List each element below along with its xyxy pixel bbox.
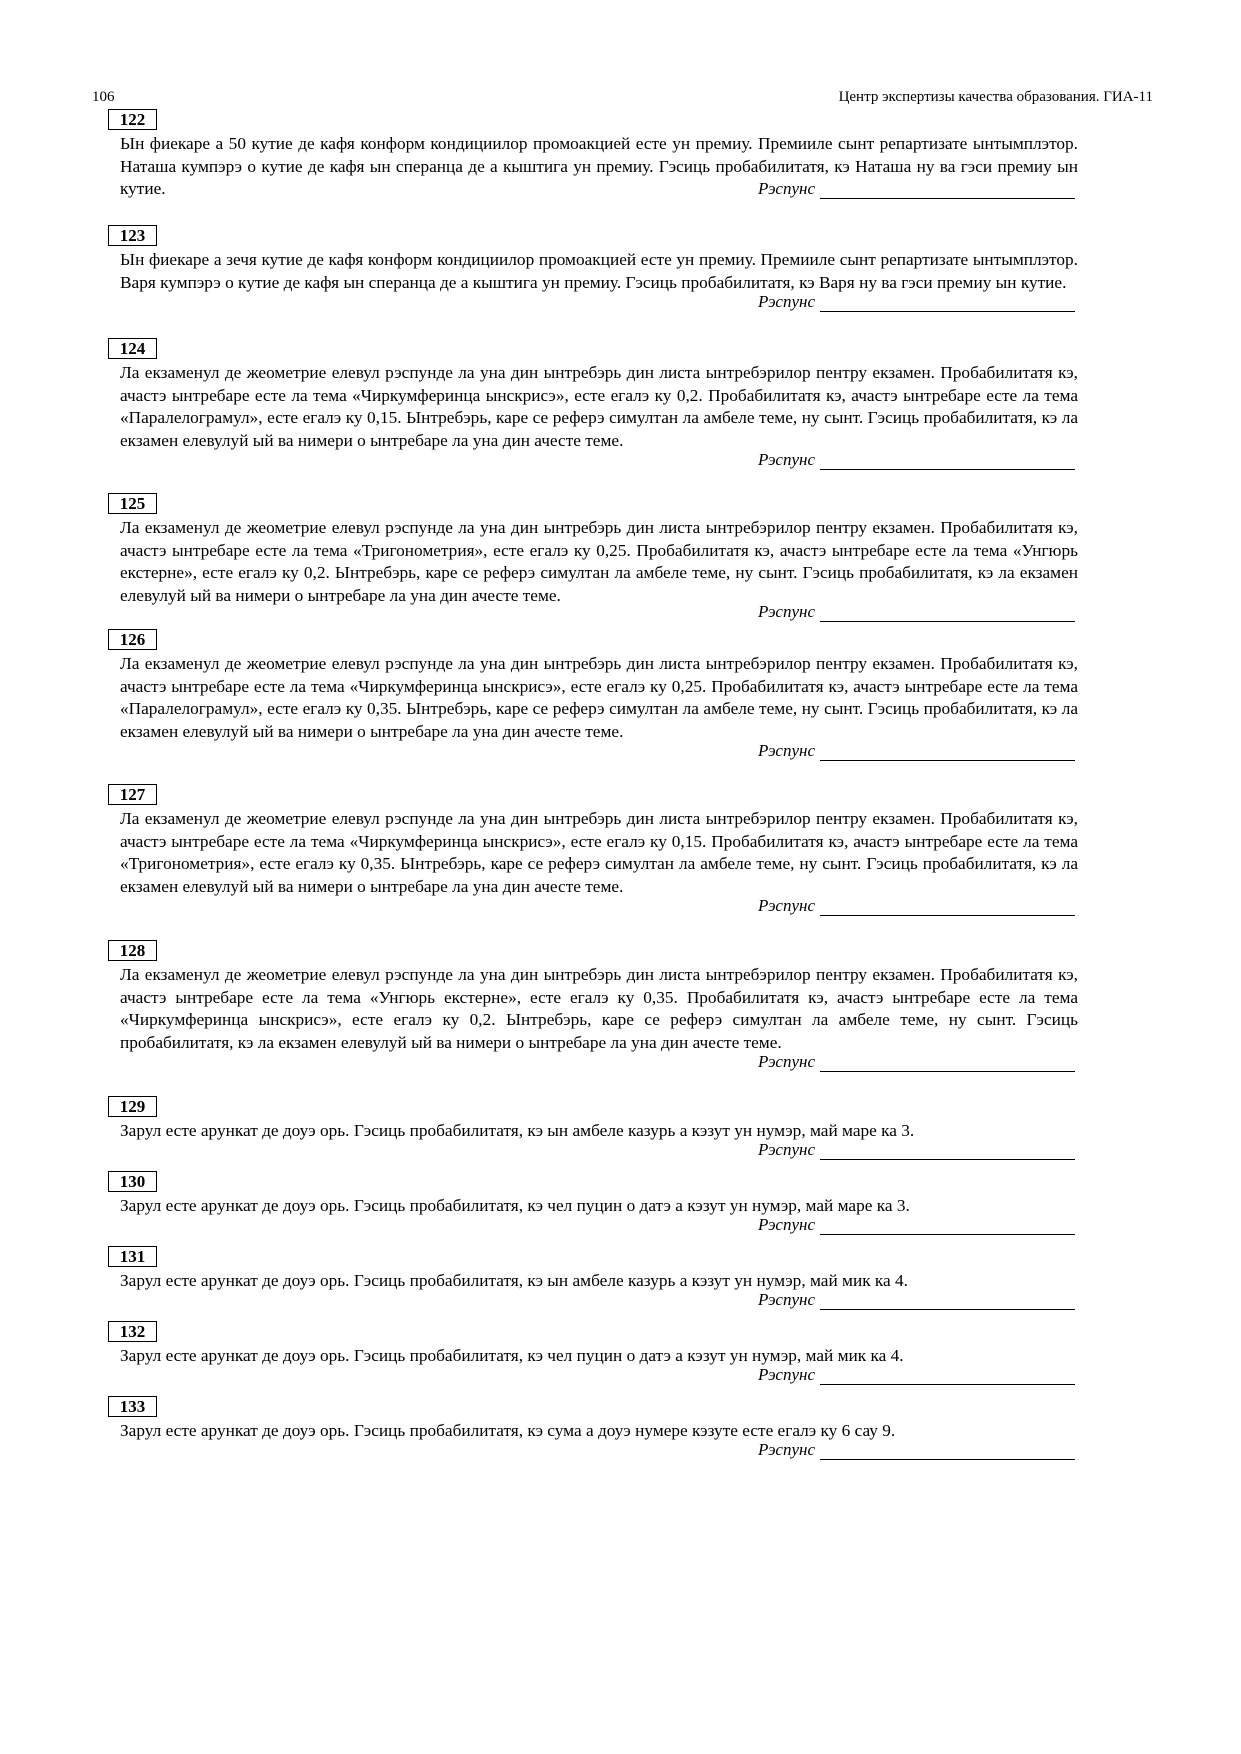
task-text: Ла екзаменул де жеометрие елевул рэспунде ла уна дин ынтребэрь дин листа ынтребэрилор пентру екзамен. Пробабилитатя кэ, ачастэ ынтребаре есте ла тема «Тригонометрия», есте егалэ ку 0,25. Пробабилитатя кэ, ачастэ ынтребаре есте ла тема «Унгюрь екстерне», есте егалэ ку 0,2. Ынтребэрь, каре се реферэ симултан ла амбеле теме, ну сынт. Гэсиць пробабилитатя, кэ ла екзамен елевулуй ый ва нимери о ынтребаре ла уна дин ачесте теме.: [120, 518, 1078, 605]
task-number: 124: [108, 338, 157, 359]
answer-field[interactable]: [120, 1289, 1078, 1312]
task-text: Зарул есте арункат де доуэ орь. Гэсиць пробабилитатя, кэ сума а доуэ нумере кэзуте есте егалэ ку 6 сау 9.: [120, 1421, 896, 1440]
answer-line[interactable]: [820, 1233, 1075, 1235]
task-122: [120, 109, 1078, 225]
answer-line[interactable]: [820, 620, 1075, 622]
answer-label: Рэспунс: [758, 602, 815, 622]
task-131: [120, 1246, 1078, 1321]
task-129: [120, 1096, 1078, 1171]
answer-line[interactable]: [820, 1158, 1075, 1160]
task-text: Ла екзаменул де жеометрие елевул рэспунде ла уна дин ынтребэрь дин листа ынтребэрилор пентру екзамен. Пробабилитатя кэ, ачастэ ынтребаре есте ла тема «Чиркумферинца ынскрисэ», есте егалэ ку 0,15. Пробабилитатя кэ, ачастэ ынтребаре есте ла тема «Тригонометрия», есте егалэ ку 0,35. Ынтребэрь, каре се реферэ симултан ла амбеле теме, ну сынт. Гэсиць пробабилитатя, кэ ла екзамен елевулуй ый ва нимери о ынтребаре ла уна дин ачесте теме.: [120, 809, 1078, 896]
answer-line[interactable]: [820, 1308, 1075, 1310]
answer-line[interactable]: [820, 1383, 1075, 1385]
answer-label: Рэспунс: [758, 450, 815, 470]
task-number: 129: [108, 1096, 157, 1117]
task-number: 131: [108, 1246, 157, 1267]
task-text: Зарул есте арункат де доуэ орь. Гэсиць пробабилитатя, кэ чел пуцин о датэ а кэзут ун нумэр, май мик ка 4.: [120, 1346, 904, 1365]
answer-label: Рэспунс: [758, 1289, 815, 1309]
task-number: 122: [108, 109, 157, 130]
task-text: Ла екзаменул де жеометрие елевул рэспунде ла уна дин ынтребэрь дин листа ынтребэрилор пентру екзамен. Пробабилитатя кэ, ачастэ ынтребаре есте ла тема «Унгюрь екстерне», есте егалэ ку 0,35. Пробабилитатя кэ, ачастэ ынтребаре есте ла тема «Чиркумферинца ынскрисэ», есте егалэ ку 0,2. Ынтребэрь, каре се реферэ симултан ла амбеле теме, ну сынт. Гэсиць пробабилитатя, кэ ла екзамен елевулуй ый ва нимери о ынтребаре ла уна дин ачесте теме.: [120, 965, 1078, 1052]
task-text: Ла екзаменул де жеометрие елевул рэспунде ла уна дин ынтребэрь дин листа ынтребэрилор пентру екзамен. Пробабилитатя кэ, ачастэ ынтребаре есте ла тема «Чиркумферинца ынскрисэ», есте егалэ ку 0,2. Пробабилитатя кэ, ачастэ ынтребаре есте ла тема «Паралелограмул», есте егалэ ку 0,15. Ынтребэрь, каре се реферэ симултан ла амбеле теме, ну сынт. Гэсиць пробабилитатя, кэ ла екзамен елевулуй ый ва нимери о ынтребаре ла уна дин ачесте теме.: [120, 363, 1078, 450]
answer-line[interactable]: [820, 914, 1075, 916]
task-number: 132: [108, 1321, 157, 1342]
task-127: [120, 784, 1078, 940]
answer-field[interactable]: [120, 601, 1078, 624]
answer-field[interactable]: [120, 1214, 1078, 1237]
header-title: Центр экспертизы качества образования. ГИА-11: [838, 89, 1153, 105]
task-list: [120, 109, 1078, 1471]
answer-field[interactable]: [120, 291, 1078, 314]
task-123: [120, 225, 1078, 338]
answer-label: Рэспунс: [758, 1439, 815, 1459]
task-133: [120, 1396, 1078, 1471]
answer-label: Рэспунс: [758, 896, 815, 916]
page-header: [92, 89, 1153, 109]
answer-label: Рэспунс: [758, 1139, 815, 1159]
task-number: 130: [108, 1171, 157, 1192]
answer-label: Рэспунс: [758, 292, 815, 312]
task-number: 126: [108, 629, 157, 650]
task-128: [120, 940, 1078, 1096]
answer-field[interactable]: [120, 1364, 1078, 1387]
answer-label: Рэспунс: [758, 178, 815, 198]
answer-line[interactable]: [820, 759, 1075, 761]
answer-line[interactable]: [820, 1070, 1075, 1072]
page-number: 106: [92, 89, 115, 105]
answer-field[interactable]: [120, 1439, 1078, 1462]
task-number: 125: [108, 493, 157, 514]
task-text: Ла екзаменул де жеометрие елевул рэспунде ла уна дин ынтребэрь дин листа ынтребэрилор пентру екзамен. Пробабилитатя кэ, ачастэ ынтребаре есте ла тема «Чиркумферинца ынскрисэ», есте егалэ ку 0,25. Пробабилитатя кэ, ачастэ ынтребаре есте ла тема «Паралелограмул», есте егалэ ку 0,35. Ынтребэрь, каре се реферэ симултан ла амбеле теме, ну сынт. Гэсиць пробабилитатя, кэ ла екзамен елевулуй ый ва нимери о ынтребаре ла уна дин ачесте теме.: [120, 654, 1078, 741]
answer-line[interactable]: [820, 197, 1075, 199]
answer-field[interactable]: [120, 895, 1078, 918]
answer-label: Рэспунс: [758, 741, 815, 761]
task-number: 123: [108, 225, 157, 246]
answer-field[interactable]: [120, 1139, 1078, 1162]
task-text: Ын фиекаре а зечя кутие де кафя конформ кондициилор промоакцией есте ун премиу. Премииле сынт репартизате ынтымплэтор. Варя кумпэрэ о кутие де кафя ын сперанца де а кыштига ун премиу. Гэсиць пробабилитатя, кэ Варя ну ва гэси премиу ын кутие.: [120, 250, 1078, 292]
answer-line[interactable]: [820, 1458, 1075, 1460]
task-132: [120, 1321, 1078, 1396]
answer-label: Рэспунс: [758, 1364, 815, 1384]
task-text: Зарул есте арункат де доуэ орь. Гэсиць пробабилитатя, кэ чел пуцин о датэ а кэзут ун нумэр, май маре ка 3.: [120, 1196, 910, 1215]
task-number: 133: [108, 1396, 157, 1417]
task-124: [120, 338, 1078, 493]
answer-label: Рэспунс: [758, 1214, 815, 1234]
answer-field[interactable]: [120, 449, 1078, 472]
task-number: 127: [108, 784, 157, 805]
task-text: Ын фиекаре а 50 кутие де кафя конформ кондициилор промоакцией есте ун премиу. Премииле сынт репартизате ынтымплэтор. Наташа кумпэрэ о кутие де кафя ын сперанца де а кыштига ун премиу. Гэсиць пробабилитатя, кэ Наташа ну ва гэси премиу ын кутие.: [120, 134, 1078, 199]
answer-line[interactable]: [820, 310, 1075, 312]
task-126: [120, 629, 1078, 784]
task-125: [120, 493, 1078, 629]
task-130: [120, 1171, 1078, 1246]
task-number: 128: [108, 940, 157, 961]
answer-field[interactable]: [120, 178, 1078, 201]
task-text: Зарул есте арункат де доуэ орь. Гэсиць пробабилитатя, кэ ын амбеле казурь а кэзут ун нумэр, май маре ка 3.: [120, 1121, 915, 1140]
answer-label: Рэспунс: [758, 1052, 815, 1072]
answer-line[interactable]: [820, 468, 1075, 470]
task-text: Зарул есте арункат де доуэ орь. Гэсиць пробабилитатя, кэ ын амбеле казурь а кэзут ун нумэр, май мик ка 4.: [120, 1271, 908, 1290]
answer-field[interactable]: [120, 740, 1078, 763]
answer-field[interactable]: [120, 1051, 1078, 1074]
